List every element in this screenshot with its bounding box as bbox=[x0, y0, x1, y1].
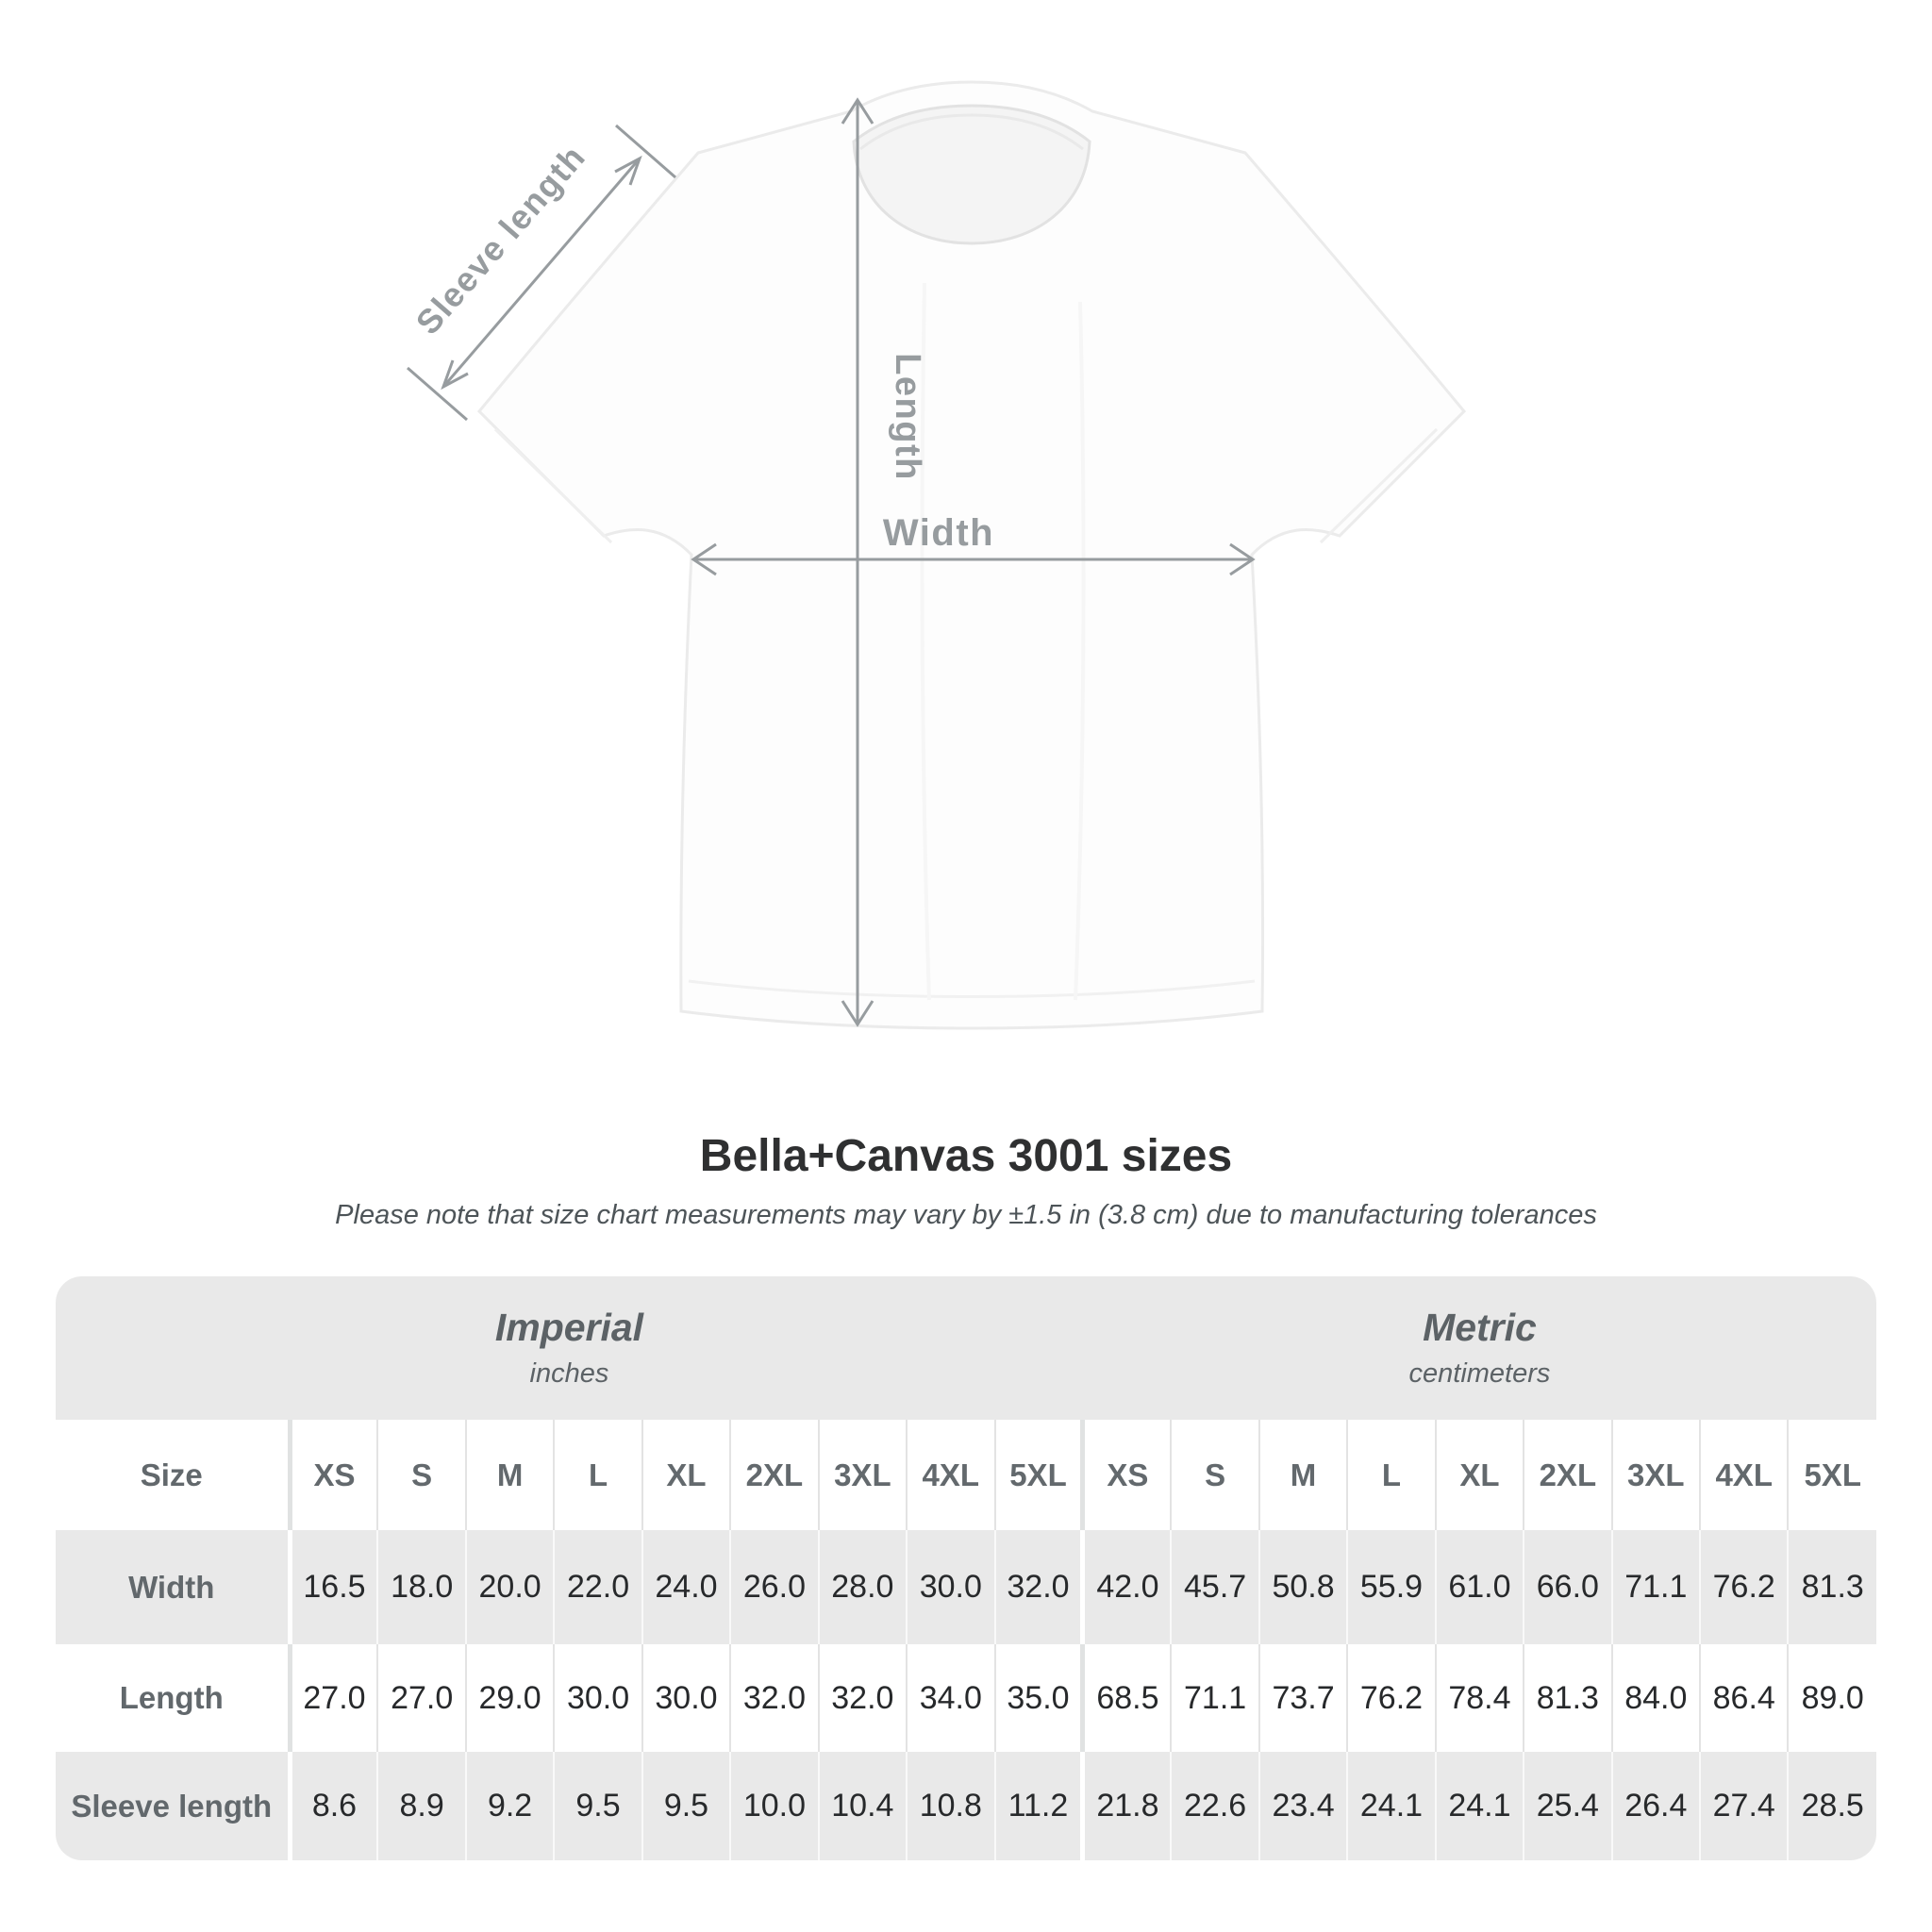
imperial-section-header bbox=[56, 1276, 1083, 1420]
size-header-cell: M bbox=[466, 1420, 554, 1530]
value-cell: 86.4 bbox=[1700, 1644, 1788, 1752]
value-cell: 8.6 bbox=[290, 1752, 377, 1860]
value-cell: 55.9 bbox=[1347, 1530, 1435, 1644]
value-cell: 20.0 bbox=[466, 1530, 554, 1644]
value-cell: 32.0 bbox=[819, 1644, 907, 1752]
value-cell: 71.1 bbox=[1171, 1644, 1258, 1752]
value-cell: 26.4 bbox=[1612, 1752, 1700, 1860]
size-header-cell: 5XL bbox=[995, 1420, 1083, 1530]
value-cell: 32.0 bbox=[730, 1644, 818, 1752]
value-cell: 24.1 bbox=[1436, 1752, 1524, 1860]
value-cell: 32.0 bbox=[995, 1530, 1083, 1644]
value-cell: 76.2 bbox=[1700, 1530, 1788, 1644]
size-header-cell: L bbox=[1347, 1420, 1435, 1530]
value-cell: 29.0 bbox=[466, 1644, 554, 1752]
value-cell: 21.8 bbox=[1083, 1752, 1171, 1860]
size-header-cell: 2XL bbox=[1524, 1420, 1611, 1530]
size-header-row bbox=[56, 1420, 1876, 1530]
table-row-length bbox=[56, 1644, 1876, 1752]
value-cell: 73.7 bbox=[1259, 1644, 1347, 1752]
value-cell: 22.0 bbox=[554, 1530, 641, 1644]
value-cell: 9.5 bbox=[554, 1752, 641, 1860]
value-cell: 28.0 bbox=[819, 1530, 907, 1644]
value-cell: 76.2 bbox=[1347, 1644, 1435, 1752]
value-cell: 11.2 bbox=[995, 1752, 1083, 1860]
metric-unit: centimeters bbox=[1408, 1358, 1551, 1389]
value-cell: 10.4 bbox=[819, 1752, 907, 1860]
value-cell: 81.3 bbox=[1788, 1530, 1876, 1644]
size-header-cell: XS bbox=[1083, 1420, 1171, 1530]
value-cell: 81.3 bbox=[1524, 1644, 1611, 1752]
tshirt bbox=[479, 82, 1464, 1028]
size-header-cell: M bbox=[1259, 1420, 1347, 1530]
value-cell: 45.7 bbox=[1171, 1530, 1258, 1644]
unit-band-row bbox=[56, 1276, 1876, 1420]
size-header-cell: 4XL bbox=[1700, 1420, 1788, 1530]
sleeve-length-label: Sleeve length bbox=[408, 137, 593, 342]
value-cell: 66.0 bbox=[1524, 1530, 1611, 1644]
value-cell: 23.4 bbox=[1259, 1752, 1347, 1860]
size-header-cell: 3XL bbox=[819, 1420, 907, 1530]
value-cell: 61.0 bbox=[1436, 1530, 1524, 1644]
length-label: Length bbox=[888, 353, 927, 481]
value-cell: 26.0 bbox=[730, 1530, 818, 1644]
value-cell: 68.5 bbox=[1083, 1644, 1171, 1752]
value-cell: 22.6 bbox=[1171, 1752, 1258, 1860]
value-cell: 24.0 bbox=[642, 1530, 730, 1644]
value-cell: 35.0 bbox=[995, 1644, 1083, 1752]
size-header-cell: XL bbox=[1436, 1420, 1524, 1530]
value-cell: 9.2 bbox=[466, 1752, 554, 1860]
value-cell: 34.0 bbox=[907, 1644, 994, 1752]
metric-section-header bbox=[1083, 1276, 1876, 1420]
value-cell: 10.0 bbox=[730, 1752, 818, 1860]
page-title: Bella+Canvas 3001 sizes bbox=[699, 1131, 1233, 1181]
size-header-cell: S bbox=[1171, 1420, 1258, 1530]
value-cell: 27.0 bbox=[377, 1644, 465, 1752]
value-cell: 84.0 bbox=[1612, 1644, 1700, 1752]
value-cell: 78.4 bbox=[1436, 1644, 1524, 1752]
value-cell: 30.0 bbox=[907, 1530, 994, 1644]
size-header-cell: 3XL bbox=[1612, 1420, 1700, 1530]
value-cell: 8.9 bbox=[377, 1752, 465, 1860]
value-cell: 71.1 bbox=[1612, 1530, 1700, 1644]
size-header-cell: L bbox=[554, 1420, 641, 1530]
size-header-cell: S bbox=[377, 1420, 465, 1530]
size-header-cell: 2XL bbox=[730, 1420, 818, 1530]
width-label: Width bbox=[882, 512, 995, 554]
size-chart-table bbox=[56, 1276, 1876, 1860]
row-label: Width bbox=[56, 1530, 290, 1644]
value-cell: 9.5 bbox=[642, 1752, 730, 1860]
value-cell: 30.0 bbox=[554, 1644, 641, 1752]
size-column-header: Size bbox=[56, 1420, 290, 1530]
size-header-cell: 5XL bbox=[1788, 1420, 1876, 1530]
value-cell: 50.8 bbox=[1259, 1530, 1347, 1644]
value-cell: 42.0 bbox=[1083, 1530, 1171, 1644]
value-cell: 27.4 bbox=[1700, 1752, 1788, 1860]
value-cell: 89.0 bbox=[1788, 1644, 1876, 1752]
row-label: Length bbox=[56, 1644, 290, 1752]
table-row-width bbox=[56, 1530, 1876, 1644]
size-header-cell: XS bbox=[290, 1420, 377, 1530]
value-cell: 28.5 bbox=[1788, 1752, 1876, 1860]
size-header-cell: XL bbox=[642, 1420, 730, 1530]
table-row-sleeve-length bbox=[56, 1752, 1876, 1860]
imperial-unit: inches bbox=[529, 1358, 609, 1389]
row-label: Sleeve length bbox=[56, 1752, 290, 1860]
value-cell: 18.0 bbox=[377, 1530, 465, 1644]
value-cell: 16.5 bbox=[290, 1530, 377, 1644]
size-header-cell: 4XL bbox=[907, 1420, 994, 1530]
imperial-label: Imperial bbox=[494, 1306, 644, 1349]
value-cell: 27.0 bbox=[290, 1644, 377, 1752]
value-cell: 25.4 bbox=[1524, 1752, 1611, 1860]
value-cell: 24.1 bbox=[1347, 1752, 1435, 1860]
heading-block bbox=[0, 1131, 1932, 1230]
tolerance-note: Please note that size chart measurements may vary by ±1.5 in (3.8 cm) due to manufacturing tolerances bbox=[335, 1200, 1597, 1230]
metric-label: Metric bbox=[1423, 1306, 1537, 1349]
value-cell: 10.8 bbox=[907, 1752, 994, 1860]
value-cell: 30.0 bbox=[642, 1644, 730, 1752]
